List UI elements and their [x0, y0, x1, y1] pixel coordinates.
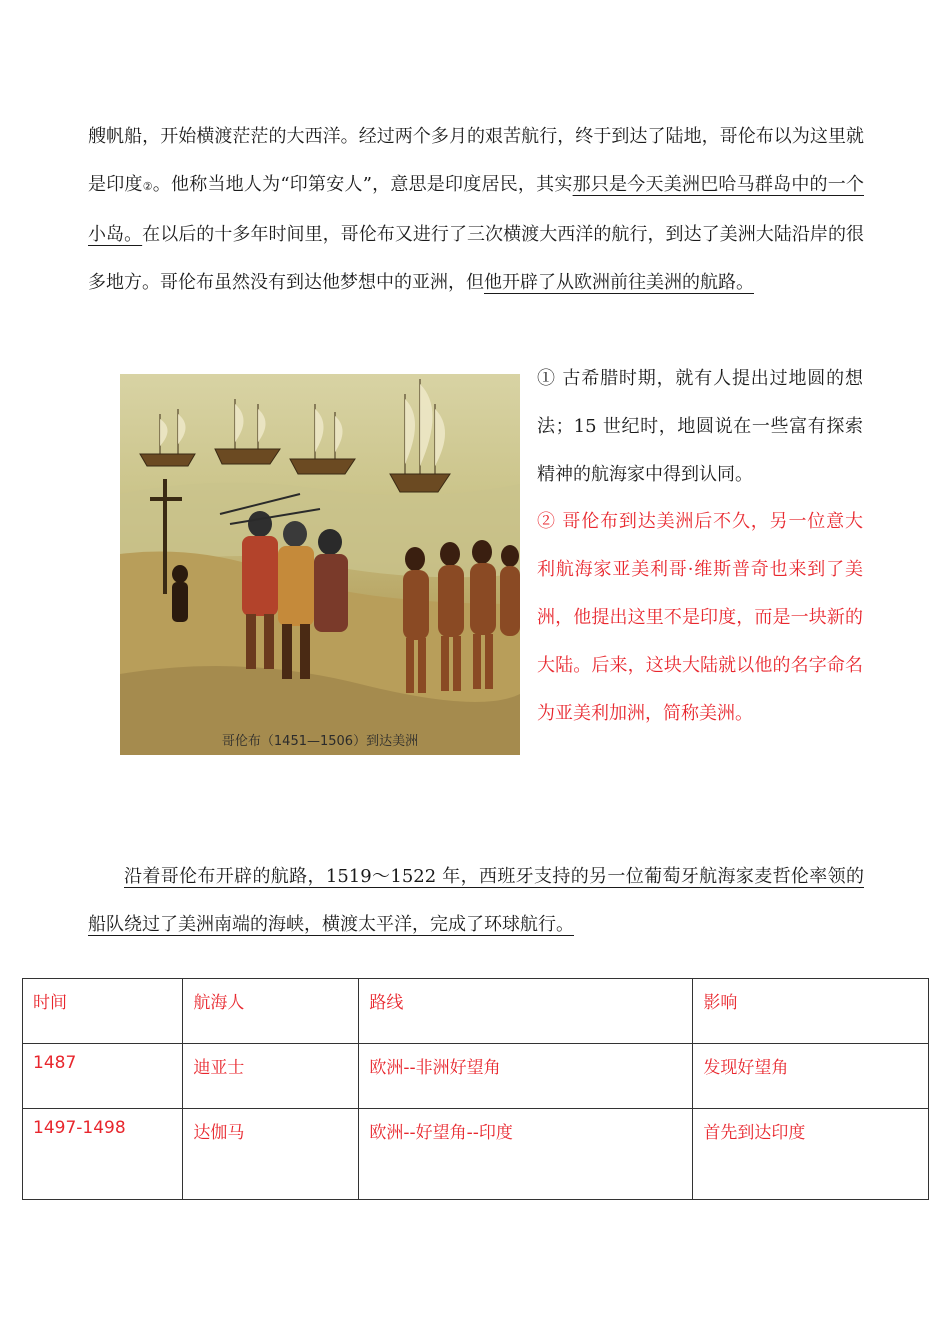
voyage-table [22, 978, 929, 1200]
table-row [23, 1044, 929, 1109]
main-paragraph-2 [88, 853, 864, 949]
cell-navigator: 迪亚士 [183, 1044, 359, 1109]
columbus-illustration [120, 374, 520, 755]
cell-time: 1497-1498 [23, 1109, 183, 1200]
header-impact: 影响 [693, 979, 929, 1044]
header-route: 路线 [359, 979, 693, 1044]
footnote-marker[interactable]: ② [142, 180, 153, 193]
para1-text-3: 在以后的十多年时间里，哥伦布又进行了三次横渡大西洋的航行，到达了美洲大陆沿岸的很多地方。哥伦布虽然没有到达他梦想中的亚洲，但 [88, 224, 865, 293]
para2-underlined-text: 沿着哥伦布开辟的航路，1519～1522 年，西班牙支持的另一位葡萄牙航海家麦哲伦率领的船队绕过了美洲南端的海峡，横渡太平洋，完成了环球航行。 [88, 866, 864, 935]
illustration-drawing [120, 374, 520, 755]
main-paragraph-1 [88, 113, 864, 307]
cell-impact: 发现好望角 [693, 1044, 929, 1109]
cell-navigator: 达伽马 [183, 1109, 359, 1200]
footnote-1: ① 古希腊时期，就有人提出过地圆的想法；15 世纪时，地圆说在一些富有探索精神的航海家中得到认同。 [537, 368, 863, 485]
para1-underline-1: 那只是今天美洲巴哈马群岛中的一个小岛。 [88, 174, 864, 245]
cell-route: 欧洲--非洲好望角 [359, 1044, 693, 1109]
para1-text-1: 艘帆船，开始横渡茫茫的大西洋。经过两个多月的艰苦航行，终于到达了陆地，哥伦布以为这里就是印度 [88, 126, 864, 195]
cell-impact: 首先到达印度 [693, 1109, 929, 1200]
para1-text-2: 。他称当地人为“印第安人”，意思是印度居民，其实 [152, 174, 573, 195]
table-row [23, 1109, 929, 1200]
para1-underline-2: 他开辟了从欧洲前往美洲的航路。 [484, 272, 754, 293]
header-time: 时间 [23, 979, 183, 1044]
cell-time: 1487 [23, 1044, 183, 1109]
footnote-2: ② 哥伦布到达美洲后不久，另一位意大利航海家亚美利哥·维斯普奇也来到了美洲，他提出这里不是印度，而是一块新的大陆。后来，这块大陆就以他的名字命名为亚美利加洲，简称美洲。 [537, 511, 863, 724]
header-navigator: 航海人 [183, 979, 359, 1044]
table-header-row [23, 979, 929, 1044]
figure-caption: 哥伦布（1451—1506）到达美洲 [221, 734, 419, 749]
cell-route: 欧洲--好望角--印度 [359, 1109, 693, 1200]
